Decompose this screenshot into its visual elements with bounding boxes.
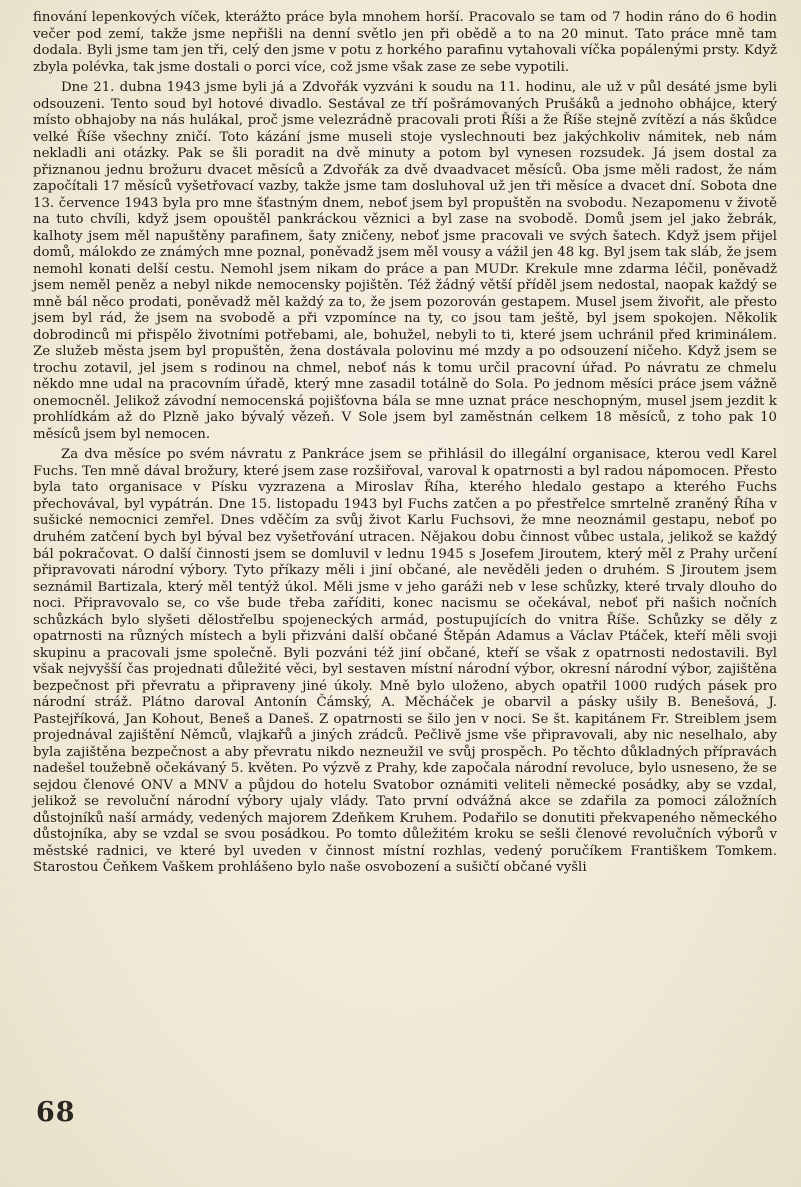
paragraph-1: finování lepenkových víček, kterážto práce byla mnohem horší. Pracovalo se tam od 7 hodin ráno do 6 hodin večer pod zemí, takže jsme nepřišli na denní světlo jen při obědě a to na 20 minut. Tato práce mně tam dodala. Byli jsme tam jen tři, celý den jsme v potu z horkého parafinu vytahovali víčka popálenými prsty. Když zbyla polévka, tak jsme dostali o porci více, což jsme však zase ze sebe vypotili. bbox=[33, 10, 777, 75]
paragraph-2: Dne 21. dubna 1943 jsme byli já a Zdvořák vyzváni k soudu na 11. hodinu, ale už v půl desáté jsme byli odsouzeni. Tento soud byl hotové divadlo. Sestával ze tří pošrámovaných Prušáků a jednoho obhájce, který místo obhajoby na nás hulákal, proč jsme velezrádně pracovali proti Říši a že Říše stejně zvítězí a nás škůdce velké Říše všechny zničí. Toto kázání jsme museli stoje vyslechnouti bez jakýchkoliv námitek, neb nám nekladli ani otázky. Pak se šli poradit na dvě minuty a potom byl vynesen rozsudek. Já jsem dostal za přiznanou jednu brožuru dvacet měsíců a Zdvořák za dvě dvaadvacet měsíců. Oba jsme měli radost, že nám započítali 17 měsíců vyšetřovací vazby, takže jsme tam dosluhoval už jen tři měsíce a dvacet dní. Sobota dne 13. července 1943 byla pro mne šťastným dnem, neboť jsem byl propuštěn na svobodu. Nezapomenu v životě na tuto chvíli, když jsem opouštěl pankráckou věznici a byl zase na svobodě. Domů jsem jel jako žebrák, kalhoty jsem měl napuštěny parafinem, šaty zničeny, neboť jsme pracovali ve svých šatech. Když jsem přijel domů, málokdo ze známých mne poznal, poněvadž jsem měl vousy a vážil jen 48 kg. Byl jsem tak sláb, že jsem nemohl konati delší cestu. Nemohl jsem nikam do práce a pan MUDr. Krekule mne zdarma léčil, poněvadž jsem neměl peněz a nebyl nikde nemocensky pojištěn. Též žádný větší příděl jsem nedostal, naopak každý se mně bál něco prodati, poněvadž měl každý za to, že jsem pozorován gestapem. Musel jsem živořit, ale přesto jsem byl rád, že jsem na svobodě a při vzpomínce na ty, co jsou tam ještě, byl jsem spokojen. Několik dobrodinců mi přispělo životními potřebami, ale, bohužel, nebyli to ti, které jsem uchránil před kriminálem. Ze služeb města jsem byl propuštěn, žena dostávala polovinu mé mzdy a po odsouzení ničeho. Když jsem se trochu zotavil, jel jsem s rodinou na chmel, neboť nás k tomu určil pracovní úřad. Po návratu ze chmelu někdo mne udal na pracovním úřadě, který mne zasadil totálně do Sola. Po jednom měsíci práce jsem vážně onemocněl. Jelikož závodní nemocenská pojišťovna bála se mne uznat práce neschopným, musel jsem jezdit k prohlídkám až do Plzně jako bývalý vězeň. V Sole jsem byl zaměstnán celkem 18 měsíců, z toho pak 10 měsíců jsem byl nemocen. bbox=[33, 80, 777, 442]
page-number: 68 bbox=[36, 1097, 76, 1128]
paragraph-3: Za dva měsíce po svém návratu z Pankráce jsem se přihlásil do illegální organisace, kterou vedl Karel Fuchs. Ten mně dával brožury, které jsem zase rozšiřoval, varoval k opatrnosti a byl radou nápomocen. Přesto byla tato organisace v Písku vyzrazena a Miroslav Říha, kterého hledalo gestapo a kterého Fuchs přechovával, byl vypátrán. Dne 15. listopadu 1943 byl Fuchs zatčen a po přestřelce smrtelně zraněný Říha v sušické nemocnici zemřel. Dnes vděčím za svůj život Karlu Fuchsovi, že mne neoznámil gestapu, neboť po druhém zatčení bych byl býval bez vyšetřování utracen. Nějakou dobu činnost vůbec ustala, jelikož se každý bál pokračovat. O další činnosti jsem se domluvil v lednu 1945 s Josefem Jiroutem, který měl z Prahy určení připravovati národní výbory. Tyto příkazy měli i jiní občané, ale nevěděli jeden o druhém. S Jiroutem jsem seznámil Bartizala, který měl tentýž úkol. Měli jsme v jeho garáži neb v lese schůzky, které trvaly dlouho do noci. Připravovalo se, co vše bude třeba zaříditi, konec nacismu se očekával, neboť při našich nočních schůzkách bylo slyšeti dělostřelbu spojeneckých armád, postupujících do vnitra Říše. Schůzky se děly z opatrnosti na různých místech a byli přizváni další občané Štěpán Adamus a Václav Ptáček, kteří měli svoji skupinu a pracovali jsme společně. Byli pozváni též jiní občané, kteří se však z opatrnosti nedostavili. Byl však nejvyšší čas projednati důležité věci, byl sestaven místní národní výbor, okresní národní výbor, zajištěna bezpečnost při převratu a připraveny jiné úkoly. Mně bylo uloženo, abych opatřil 1000 rudých pásek pro národní stráž. Plátno daroval Antonín Čámský, A. Měcháček je obarvil a pásky ušily B. Benešová, J. Pastejříková, Jan Kohout, Beneš a Daneš. Z opatrnosti se šilo jen v noci. Se št. kapitánem Fr. Streiblem jsem projednával zajištění Němců, vlajkařů a jiných zrádců. Pečlivě jsme vše připravovali, aby nic neselhalo, aby byla zajištěna bezpečnost a aby převratu nikdo nezneužil ve svůj prospěch. Po těchto důkladných přípravách nadešel toužebně očekávaný 5. květen. Po výzvě z Prahy, kde započala národní revoluce, bylo usneseno, že se sejdou členové ONV a MNV a půjdou do hotelu Svatobor oznámiti veliteli německé posádky, aby se vzdal, jelikož se revoluční národní výbory ujaly vlády. Tato první odvážná akce se zdařila za pomoci záložních důstojníků naší armády, vedených majorem Zdeňkem Kruhem. Podařilo se donutiti překvapeného německého důstojníka, aby se vzdal se svou posádkou. Po tomto důležitém kroku se sešli členové revolučních výborů v městské radnici, ve které byl uveden v činnost místní rozhlas, vedený poručíkem Františkem Tomkem. Starostou Čeňkem Vaškem prohlášeno bylo naše osvobození a sušičtí občané vyšli bbox=[33, 447, 777, 876]
body-text bbox=[33, 10, 777, 877]
